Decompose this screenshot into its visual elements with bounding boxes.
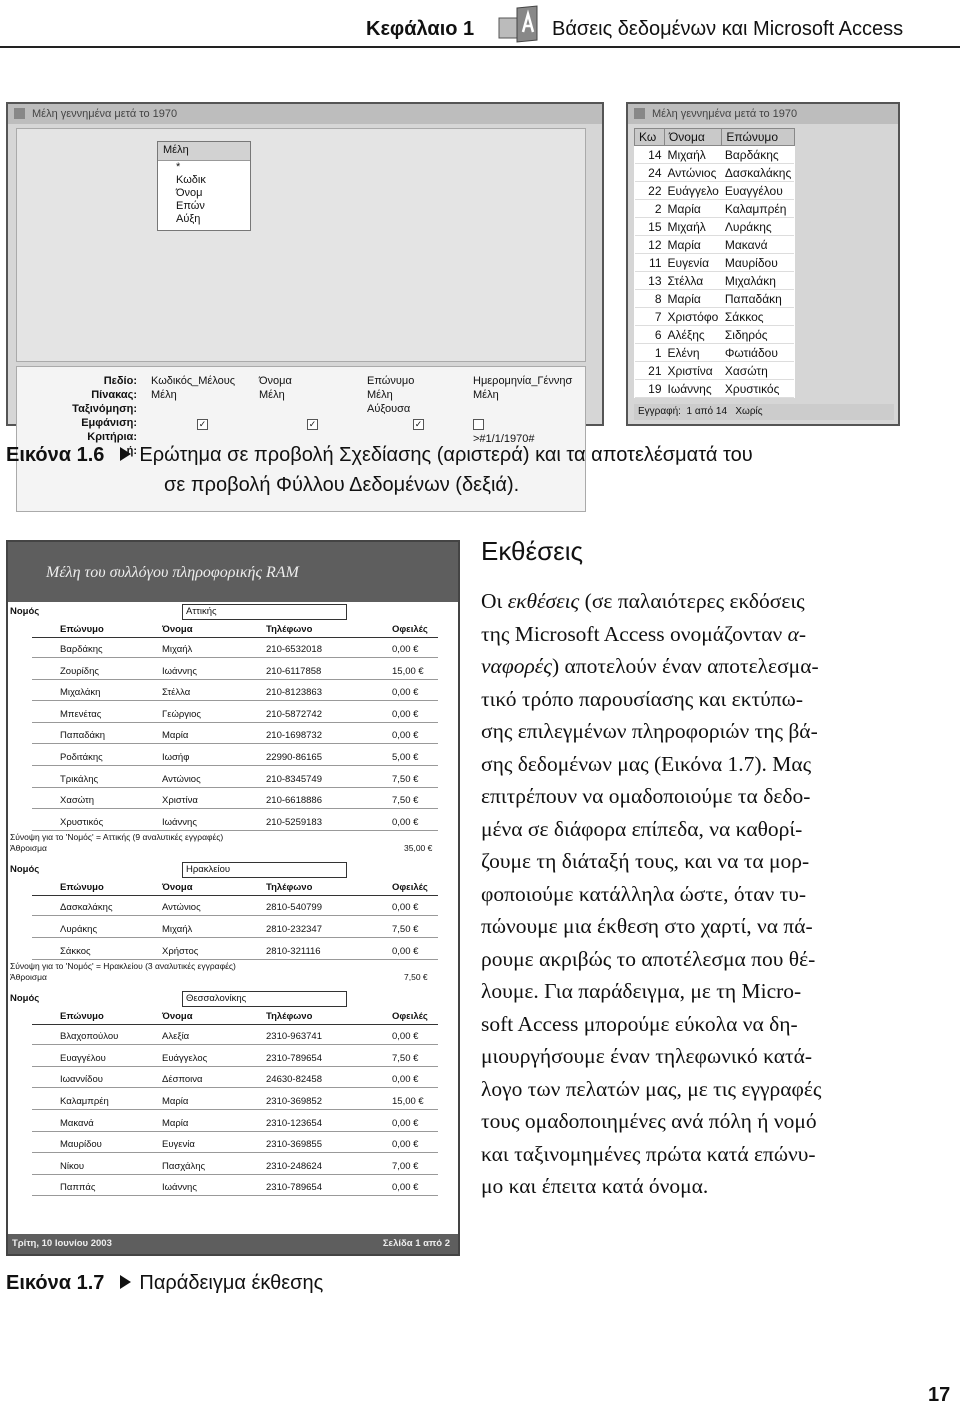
report-cell: Παππάς — [60, 1182, 96, 1194]
report-cell: 2310-789654 — [266, 1052, 322, 1064]
report-cell: Μιχαλάκη — [60, 687, 101, 699]
text-run: μιουργήσουμε έναν τηλεφωνικό κατά- — [481, 1044, 813, 1068]
text-run: και ταξινομημένες πρώτα κατά επώνυ- — [481, 1141, 816, 1166]
report-column-header: Οφειλές — [392, 1011, 428, 1023]
row-label-criteria: Κριτήρια: — [87, 431, 137, 443]
group-name-box: Αττικής — [182, 604, 347, 620]
datasheet-cell[interactable]: Δασκαλάκης — [722, 164, 794, 182]
report-column-header: Οφειλές — [392, 882, 428, 894]
datasheet-row[interactable] — [635, 380, 795, 398]
text-run: ) αποτελούν έναν αποτελεσμα- — [552, 654, 819, 678]
grid-field-cell[interactable]: Κωδικός_Μέλους — [151, 375, 236, 387]
report-cell: Σάκκος — [60, 945, 91, 957]
datasheet-row[interactable] — [635, 218, 795, 236]
text-run: λουμε. Για παράδειγμα, με τη Micro- — [481, 979, 802, 1003]
report-cell: Αλεξία — [162, 1031, 190, 1043]
datasheet-cell[interactable]: 14 — [635, 146, 665, 164]
datasheet-cell[interactable]: 8 — [635, 290, 665, 308]
report-cell: Μαρία — [162, 1117, 189, 1129]
row-rule — [32, 657, 438, 658]
datasheet-cell[interactable]: 2 — [635, 200, 665, 218]
figure-label: Εικόνα 1.6 — [6, 444, 105, 466]
row-rule — [32, 937, 438, 938]
grid-field-cell[interactable]: Ημερομηνία_Γέννησ — [473, 375, 573, 387]
row-rule — [32, 915, 438, 916]
report-cell: 2310-369852 — [266, 1096, 322, 1107]
datasheet-cell[interactable]: 13 — [635, 272, 665, 290]
paragraph-line — [481, 1138, 891, 1171]
caption-line-2: σε προβολή Φύλλου Δεδομένων (δεξιά). — [164, 474, 520, 496]
report-cell: 0,00 € — [392, 687, 419, 699]
paragraph-line — [481, 943, 891, 976]
row-rule — [32, 959, 438, 960]
paragraph-line — [481, 845, 891, 878]
datasheet-row[interactable] — [635, 182, 795, 200]
section-paragraph — [481, 585, 891, 1203]
datasheet-table — [634, 128, 795, 398]
report-cell: Ζουρίδης — [60, 665, 99, 677]
datasheet-cell[interactable]: 6 — [635, 326, 665, 344]
report-cell: 0,00 € — [392, 945, 419, 957]
report-cell: 210-6117858 — [266, 665, 322, 677]
datasheet-cell[interactable]: Χρυστικός — [722, 380, 794, 398]
datasheet-cell[interactable]: Στέλλα — [665, 272, 722, 290]
report-cell: 2310-369855 — [266, 1139, 322, 1151]
group-label: Νομός — [10, 606, 40, 617]
row-rule — [32, 1109, 438, 1110]
grid-sort-cell[interactable]: Αύξουσα — [367, 403, 411, 415]
paragraph-line — [481, 1008, 891, 1041]
report-cell: Παπαδάκη — [60, 730, 106, 742]
report-column-header: Τηλέφωνο — [266, 624, 313, 635]
datasheet-cell[interactable]: 15 — [635, 218, 665, 236]
row-rule — [32, 743, 438, 744]
row-rule — [32, 765, 438, 766]
group-name-box: Θεσσαλονίκης — [182, 991, 347, 1007]
report-cell: Ιωάννης — [162, 665, 197, 677]
field-list-item[interactable]: Επών — [176, 200, 205, 212]
datasheet-cell[interactable]: Μιχαήλ — [665, 146, 722, 164]
text-run: λογο των πελατών μας, με τις εγγραφές — [481, 1076, 822, 1101]
report-cell: 0,00 € — [392, 708, 419, 720]
field-list-item[interactable]: * — [176, 161, 181, 173]
report-cell: Μακανά — [60, 1117, 94, 1129]
row-rule — [32, 1131, 438, 1132]
datasheet-cell[interactable]: Μιχαήλ — [665, 218, 722, 236]
report-cell: Γεώργιος — [162, 708, 202, 720]
text-run: ζουμε τη διάταξή τους, και να τα μορ- — [481, 849, 810, 873]
field-list-item[interactable]: Αύξη — [176, 213, 201, 225]
datasheet-row[interactable] — [635, 236, 795, 254]
access-logo-icon — [497, 4, 541, 44]
report-cell: Ευάγγελος — [162, 1052, 208, 1064]
datasheet-cell[interactable]: Βαρδάκης — [722, 146, 794, 164]
datasheet-row[interactable] — [635, 362, 795, 380]
field-list[interactable] — [157, 141, 251, 231]
text-run: soft Access μπορούμε εύκολα να δη- — [481, 1011, 798, 1036]
table-area — [16, 128, 586, 362]
datasheet-cell[interactable]: Καλαμπρέη — [722, 200, 794, 218]
row-rule — [32, 787, 438, 788]
report-cell: 0,00 € — [392, 1031, 419, 1043]
group-summary: Σύνοψη για το 'Νομός' = Αττικής (9 αναλυτικές εγγραφές) — [10, 832, 224, 843]
grid-field-cell[interactable]: Επώνυμο — [367, 375, 415, 387]
report-cell: Ευαγγέλου — [60, 1052, 106, 1064]
report-cell: 0,00 € — [392, 1117, 419, 1129]
report-cell: 210-5872742 — [266, 708, 322, 720]
paragraph-line — [481, 618, 891, 651]
group-name-box: Ηρακλείου — [182, 862, 347, 878]
row-rule — [32, 1174, 438, 1175]
report-cell: 0,00 € — [392, 1074, 419, 1086]
row-label-show: Εμφάνιση: — [81, 417, 137, 429]
row-rule — [32, 808, 438, 809]
figure-1-7-caption — [6, 1272, 323, 1295]
report-column-header: Επώνυμο — [60, 882, 104, 894]
record-navigator[interactable] — [634, 404, 894, 420]
report-cell: 210-1698732 — [266, 730, 322, 742]
text-run: μένα σε διάφορα επίπεδα, να καθορί- — [481, 816, 803, 841]
report-cell: Ιωάννης — [162, 816, 197, 828]
report-cell: Ιωάννης — [162, 1182, 197, 1194]
row-rule — [32, 679, 438, 680]
report-cell: 15,00 € — [392, 1096, 424, 1107]
figure-1-6-caption — [6, 444, 753, 467]
report-cell: Αντώνιος — [162, 773, 201, 785]
row-rule — [32, 722, 438, 723]
report-cell: Ροδιτάκης — [60, 752, 103, 763]
datasheet-cell[interactable]: 1 — [635, 344, 665, 362]
report-column-header: Επώνυμο — [60, 1011, 104, 1023]
field-list-title: Μέλη — [158, 142, 250, 161]
datasheet-view-window — [626, 102, 900, 426]
paragraph-line — [481, 1073, 891, 1106]
paragraph-line — [481, 650, 891, 683]
report-footer — [8, 1234, 458, 1254]
paragraph-line — [481, 878, 891, 911]
figure-label: Εικόνα 1.7 — [6, 1272, 105, 1294]
report-cell: Αντώνιος — [162, 902, 201, 914]
report-cell: Πασχάλης — [162, 1160, 206, 1172]
paragraph-line — [481, 813, 891, 846]
row-label-sort: Ταξινόμηση: — [72, 403, 137, 415]
datasheet-row[interactable] — [635, 344, 795, 362]
paragraph-line — [481, 748, 891, 781]
column-header[interactable]: Κω — [635, 129, 665, 146]
text-run: Οι — [481, 589, 508, 613]
report-cell: Βλαχοπούλου — [60, 1031, 119, 1043]
show-checkbox[interactable] — [473, 419, 484, 430]
caption-arrow-icon — [120, 1275, 131, 1289]
text-run: μο και έπειτα κατά όνομα. — [481, 1174, 709, 1198]
text-run: (σε παλαιότερες εκδόσεις — [579, 589, 805, 613]
group-summary: Σύνοψη για το 'Νομός' = Ηρακλείου (3 αναλυτικές εγγραφές) — [10, 961, 236, 972]
grid-table-cell[interactable]: Μέλη — [151, 389, 177, 401]
group-label: Νομός — [10, 993, 40, 1005]
datasheet-row[interactable] — [635, 290, 795, 308]
report-cell: 15,00 € — [392, 665, 424, 677]
report-column-header: Όνομα — [162, 1011, 193, 1023]
report-cell: Χρήστος — [162, 945, 199, 957]
record-position[interactable]: 1 από 14 — [686, 406, 728, 417]
report-cell: Μπενέτας — [60, 708, 102, 720]
datasheet-row[interactable] — [635, 272, 795, 290]
datasheet-cell[interactable]: Ελένη — [665, 344, 722, 362]
report-header — [8, 542, 458, 602]
row-rule — [32, 700, 438, 701]
report-cell: 0,00 € — [392, 1182, 419, 1194]
datasheet-cell[interactable]: Σάκκος — [722, 308, 794, 326]
report-cell: Δέσποινα — [162, 1074, 203, 1086]
row-rule — [32, 1195, 438, 1196]
page-number: 17 — [928, 1384, 951, 1406]
datasheet-row[interactable] — [635, 254, 795, 272]
report-cell: Βαρδάκης — [60, 644, 103, 655]
datasheet-cell[interactable]: Μακανά — [722, 236, 794, 254]
field-list-item[interactable]: Όνομ — [176, 187, 203, 199]
filter-status[interactable]: Χωρίς — [735, 406, 763, 417]
datasheet-cell[interactable]: Ευάγγελο — [665, 182, 722, 200]
datasheet-row[interactable] — [635, 200, 795, 218]
grid-criteria-cell[interactable]: >#1/1/1970# — [473, 433, 535, 445]
report-column-header: Οφειλές — [392, 624, 428, 635]
row-label-field: Πεδίο: — [103, 375, 137, 387]
paragraph-line — [481, 715, 891, 748]
report-cell: 7,50 € — [392, 1052, 419, 1064]
datasheet-cell[interactable]: 12 — [635, 236, 665, 254]
header-rule — [32, 637, 438, 638]
report-cell: Χριστίνα — [162, 795, 198, 807]
datasheet-cell[interactable]: Παπαδάκη — [722, 290, 794, 308]
datasheet-cell[interactable]: Χριστόφο — [665, 308, 722, 326]
emphasis-text: εκθέσεις — [507, 589, 580, 613]
report-cell: 210-8345749 — [266, 773, 322, 785]
caption-arrow-icon — [120, 447, 131, 461]
report-cell: Μαρία — [162, 1096, 189, 1107]
report-cell: 7,00 € — [392, 1160, 419, 1172]
caption-line-1: Ερώτημα σε προβολή Σχεδίασης (αριστερά) και τα αποτελέσματά του — [139, 444, 753, 466]
grid-table-cell[interactable]: Μέλη — [473, 389, 499, 401]
text-run: της Microsoft Access ονομάζονταν — [481, 621, 788, 646]
datasheet-cell[interactable]: 22 — [635, 182, 665, 200]
datasheet-row[interactable] — [635, 326, 795, 344]
report-cell: 2810-321116 — [266, 945, 321, 957]
paragraph-line — [481, 910, 891, 943]
report-cell: 0,00 € — [392, 902, 419, 914]
report-cell: Ευγενία — [162, 1139, 195, 1151]
datasheet-cell[interactable]: Φωτιάδου — [722, 344, 794, 362]
report-cell: 210-8123863 — [266, 687, 322, 699]
section-heading: Εκθέσεις — [481, 536, 584, 566]
datasheet-cell[interactable]: Ευγενία — [665, 254, 722, 272]
report-column-header: Τηλέφωνο — [266, 882, 313, 894]
report-cell: 2810-232347 — [266, 924, 322, 935]
report-column-header: Επώνυμο — [60, 624, 104, 635]
report-cell: Χρυστικός — [60, 816, 104, 828]
report-cell: 2810-540799 — [266, 902, 322, 914]
datasheet-cell[interactable]: Ευαγγέλου — [722, 182, 794, 200]
report-cell: Μαρία — [162, 730, 189, 742]
report-cell: Νίκου — [60, 1160, 85, 1172]
grid-field-cell[interactable]: Όνομα — [259, 375, 292, 387]
report-column-header: Τηλέφωνο — [266, 1011, 313, 1023]
report-cell: 0,00 € — [392, 1139, 419, 1151]
datasheet-header-row — [635, 129, 795, 146]
datasheet-cell[interactable]: 19 — [635, 380, 665, 398]
text-run: πώνουμε μια έκθεση στο χαρτί, να πά- — [481, 914, 813, 938]
datasheet-cell[interactable]: Μαρία — [665, 290, 722, 308]
datasheet-cell[interactable]: 7 — [635, 308, 665, 326]
report-cell: Στέλλα — [162, 687, 191, 699]
grid-table-cell[interactable]: Μέλη — [259, 389, 285, 401]
header-rule — [32, 1024, 438, 1025]
datasheet-row[interactable] — [635, 308, 795, 326]
column-header[interactable]: Επώνυμο — [722, 129, 794, 146]
datasheet-row[interactable] — [635, 146, 795, 164]
report-cell: 2310-248624 — [266, 1160, 322, 1172]
report-cell: Ιωσήφ — [162, 752, 190, 763]
datasheet-cell[interactable]: Μαρία — [665, 236, 722, 254]
report-column-header: Όνομα — [162, 882, 193, 894]
paragraph-line — [481, 683, 891, 716]
report-cell: 7,50 € — [392, 795, 419, 807]
show-checkbox[interactable]: ✓ — [308, 419, 317, 429]
report-cell: 0,00 € — [392, 816, 419, 828]
report-cell: 2310-789654 — [266, 1182, 322, 1194]
datasheet-cell[interactable]: Αλέξης — [665, 326, 722, 344]
report-cell: Μαυρίδου — [60, 1139, 102, 1151]
datasheet-cell[interactable]: Μιχαλάκη — [722, 272, 794, 290]
sum-label: Άθροισμα — [10, 972, 47, 983]
row-rule — [32, 830, 438, 831]
text-run: σης δεδομένων μας (Εικόνα 1.7). Μας — [481, 751, 812, 776]
report-cell: 210-6618886 — [266, 795, 322, 807]
paragraph-line — [481, 1040, 891, 1073]
report-cell: 22990-86165 — [266, 752, 322, 763]
text-run: ρουμε ακριβώς το αποτέλεσμα που θέ- — [481, 946, 816, 971]
report-cell: 210-6532018 — [266, 644, 322, 655]
paragraph-line — [481, 975, 891, 1008]
report-column-header: Όνομα — [162, 624, 193, 635]
emphasis-text: ναφορές — [481, 654, 552, 678]
paragraph-line — [481, 1105, 891, 1138]
report-cell: 7,50 € — [392, 773, 419, 785]
report-cell: Καλαμπρέη — [60, 1096, 109, 1107]
report-cell: Δασκαλάκης — [60, 902, 113, 914]
paragraph-line — [481, 585, 891, 618]
report-title: Μέλη του συλλόγου πληροφορικής RAM — [46, 564, 299, 581]
report-cell: 0,00 € — [392, 730, 419, 742]
datasheet-cell[interactable]: Χασώτη — [722, 362, 794, 380]
group-total: 35,00 € — [404, 843, 433, 854]
datasheet-cell[interactable]: Σιδηρός — [722, 326, 794, 344]
design-window-title: Μέλη γεννημένα μετά το 1970 — [8, 104, 602, 124]
paragraph-line — [481, 1170, 891, 1203]
chapter-title: Βάσεις δεδομένων και Microsoft Access — [552, 18, 904, 40]
report-cell: 5,00 € — [392, 752, 419, 763]
row-rule — [32, 1087, 438, 1088]
field-list-item[interactable]: Κωδικ — [176, 174, 206, 186]
datasheet-cell[interactable]: 24 — [635, 164, 665, 182]
report-cell: Χασώτη — [60, 795, 95, 807]
row-label-or: ή: — [126, 445, 137, 457]
datasheet-cell[interactable]: 11 — [635, 254, 665, 272]
report-cell: 2310-123654 — [266, 1117, 322, 1129]
datasheet-cell[interactable]: Αντώνιος — [665, 164, 722, 182]
row-rule — [32, 1066, 438, 1067]
report-cell: Μιχαήλ — [162, 644, 193, 655]
header-rule — [32, 895, 438, 896]
sum-label: Άθροισμα — [10, 843, 47, 854]
datasheet-cell[interactable]: Χριστίνα — [665, 362, 722, 380]
page-header — [0, 0, 960, 50]
emphasis-text: α- — [787, 621, 807, 646]
report-cell: Μιχαήλ — [162, 924, 193, 935]
grid-table-cell[interactable]: Μέλη — [367, 389, 393, 401]
report-cell: 24630-82458 — [266, 1074, 322, 1086]
group-label: Νομός — [10, 864, 40, 876]
datasheet-cell[interactable]: 21 — [635, 362, 665, 380]
datasheet-row[interactable] — [635, 164, 795, 182]
column-header[interactable]: Όνομα — [665, 129, 722, 146]
datasheet-cell[interactable]: Ιωάννης — [665, 380, 722, 398]
header-rule — [0, 46, 960, 48]
report-cell: 7,50 € — [392, 924, 419, 935]
report-date: Τρίτη, 10 Ιουνίου 2003 — [12, 1238, 112, 1249]
report-preview — [6, 540, 460, 1256]
text-run: σης επιλεγμένων πληροφοριών της βά- — [481, 719, 818, 743]
datasheet-cell[interactable]: Μαυρίδου — [722, 254, 794, 272]
report-cell: Λυράκης — [60, 924, 98, 935]
paragraph-line — [481, 780, 891, 813]
report-cell: 0,00 € — [392, 644, 419, 655]
group-total: 7,50 € — [404, 972, 428, 983]
report-page: Σελίδα 1 από 2 — [382, 1238, 450, 1249]
chapter-label: Κεφάλαιο 1 — [366, 18, 475, 40]
report-cell: Ιωαννίδου — [60, 1074, 103, 1086]
show-checkbox[interactable]: ✓ — [414, 419, 423, 429]
datasheet-window-title: Μέλη γεννημένα μετά το 1970 — [628, 104, 898, 124]
text-run: επιτρέπουν να ομαδοποιούμε τα δεδο- — [481, 784, 811, 808]
text-run: τικό τρόπο παρουσίασης και εκτύπω- — [481, 686, 803, 711]
report-cell: 210-5259183 — [266, 816, 322, 828]
text-run: τους ομαδοποιημένες ανά πόλη ή νομό — [481, 1109, 817, 1133]
datasheet-cell[interactable]: Μαρία — [665, 200, 722, 218]
row-rule — [32, 1152, 438, 1153]
text-run: φοποιούμε κατάλληλα ώστε, όταν τυ- — [481, 881, 807, 906]
caption-text: Παράδειγμα έκθεσης — [139, 1272, 324, 1294]
row-label-table: Πίνακας: — [91, 389, 137, 401]
row-rule — [32, 1044, 438, 1045]
show-checkbox[interactable]: ✓ — [198, 419, 207, 429]
datasheet-cell[interactable]: Λυράκης — [722, 218, 794, 236]
record-label: Εγγραφή: — [638, 406, 681, 417]
report-cell: 2310-963741 — [266, 1031, 322, 1043]
report-cell: Τρικάλης — [60, 773, 99, 785]
